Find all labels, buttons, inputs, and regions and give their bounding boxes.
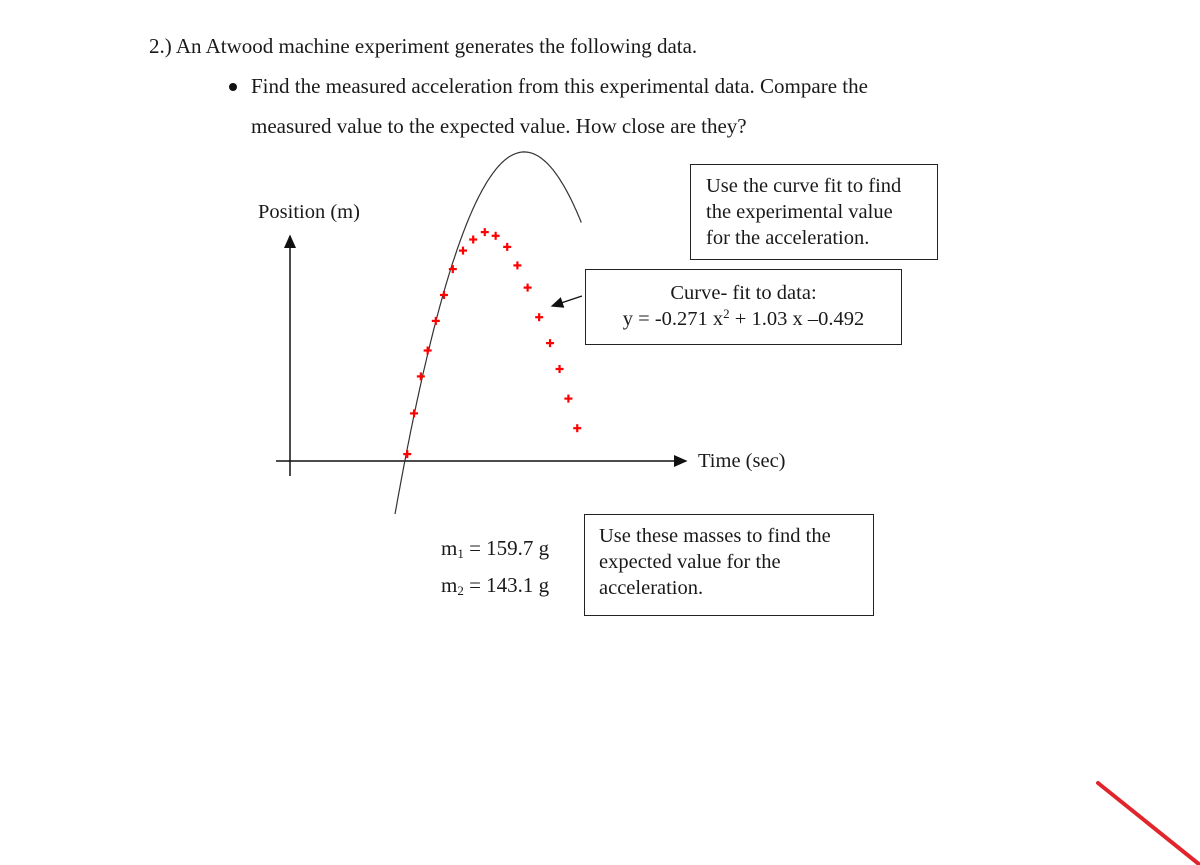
y-axis-label: Position (m): [258, 201, 360, 223]
data-point: [535, 313, 543, 321]
red-pen-mark: [1098, 783, 1200, 865]
curve-fit-equation: y = -0.271 $x^2 + 1.03$ x –0.492: [622, 306, 865, 330]
masses-hint-line: expected value for the: [599, 551, 781, 573]
data-point: [459, 247, 467, 255]
data-point: [573, 424, 581, 432]
curve-fit-hint-line: the experimental value: [706, 201, 893, 223]
question-bullet-line-2: measured value to the expected value. How close are they?: [251, 114, 747, 138]
data-point: [546, 339, 554, 347]
question-bullet-line-1: Find the measured acceleration from this experimental data. Compare the: [251, 74, 868, 98]
data-point: [424, 347, 432, 355]
mass-1: $m_1 = 159.7$ g: [441, 536, 550, 561]
curve-fit-line: [395, 152, 581, 514]
curve-fit-equation-box: [585, 269, 902, 345]
data-point: [513, 261, 521, 269]
mass-2: $m_2 = 143.1$ g: [441, 573, 550, 598]
curve-fit-hint-line: for the acceleration.: [706, 227, 870, 249]
data-point: [524, 284, 532, 292]
masses-hint-line: Use these masses to find the: [599, 525, 831, 547]
data-point: [492, 232, 500, 240]
data-point: [432, 317, 440, 325]
data-point: [481, 228, 489, 236]
data-point: [564, 395, 572, 403]
curve-fit-hint-line: Use the curve fit to find: [706, 175, 902, 197]
data-point: [556, 365, 564, 373]
data-point: [440, 291, 448, 299]
masses-hint-line: acceleration.: [599, 577, 704, 599]
x-axis-label: Time (sec): [698, 450, 786, 472]
masses-hint-box: [584, 514, 874, 616]
callout-arrow: [552, 296, 582, 306]
question-title: 2.) An Atwood machine experiment generates the following data.: [149, 34, 698, 58]
data-point: [469, 236, 477, 244]
data-point: [403, 450, 411, 458]
data-point: [503, 243, 511, 251]
data-point: [410, 409, 418, 417]
curve-fit-title: Curve- fit to data:: [670, 282, 817, 304]
curve-fit-hint-box: [690, 164, 938, 260]
